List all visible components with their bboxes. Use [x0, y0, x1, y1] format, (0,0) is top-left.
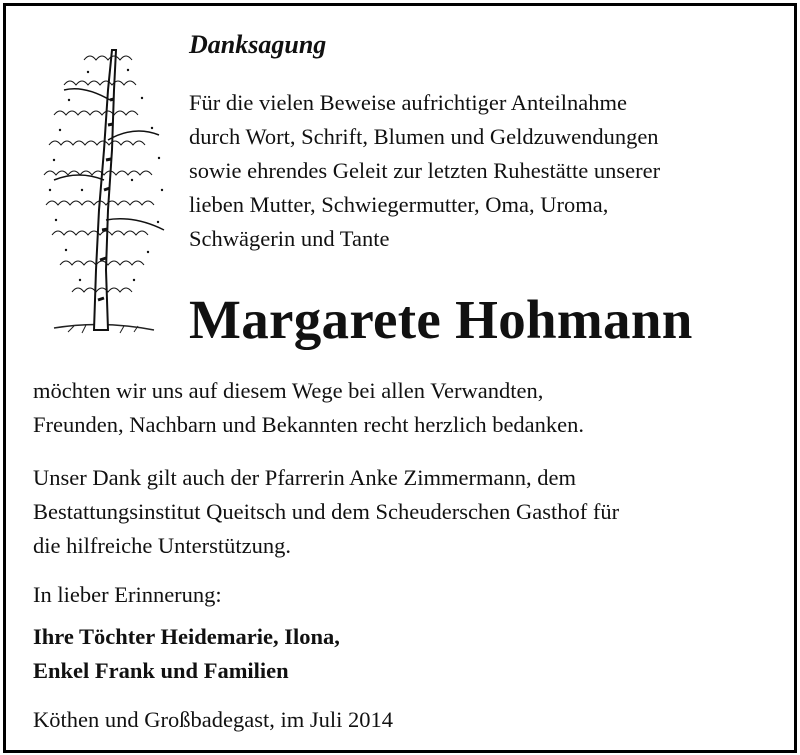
intro-line: sowie ehrendes Geleit zur letzten Ruhestätte unserer — [189, 158, 661, 183]
notice-frame — [3, 3, 797, 753]
thanks-paragraph — [33, 374, 775, 442]
notice-heading: Danksagung — [189, 30, 327, 59]
paragraph-line: die hilfreiche Unterstützung. — [33, 533, 292, 558]
intro-line: lieben Mutter, Schwiegermutter, Oma, Uroma, — [189, 192, 609, 217]
signature-line: Enkel Frank und Familien — [33, 658, 289, 683]
intro-line: durch Wort, Schrift, Blumen und Geldzuwendungen — [189, 124, 659, 149]
intro-text — [189, 86, 775, 256]
closing-text: In lieber Erinnerung: — [33, 582, 222, 607]
intro-line: Schwägerin und Tante — [189, 226, 390, 251]
signature — [33, 620, 340, 688]
paragraph-line: Unser Dank gilt auch der Pfarrerin Anke Zimmermann, dem — [33, 465, 576, 490]
birch-tree-icon — [24, 30, 180, 340]
paragraph-line: Bestattungsinstitut Queitsch und dem Scheuderschen Gasthof für — [33, 499, 620, 524]
signature-line: Ihre Töchter Heidemarie, Ilona, — [33, 624, 340, 649]
paragraph-line: möchten wir uns auf diesem Wege bei allen Verwandten, — [33, 378, 544, 403]
paragraph-line: Freunden, Nachbarn und Bekannten recht herzlich bedanken. — [33, 412, 585, 437]
special-thanks-paragraph — [33, 461, 775, 563]
intro-line: Für die vielen Beweise aufrichtiger Anteilnahme — [189, 90, 627, 115]
obituary-notice — [6, 6, 794, 750]
place-date: Köthen und Großbadegast, im Juli 2014 — [33, 707, 393, 732]
deceased-name: Margarete Hohmann — [189, 289, 693, 350]
